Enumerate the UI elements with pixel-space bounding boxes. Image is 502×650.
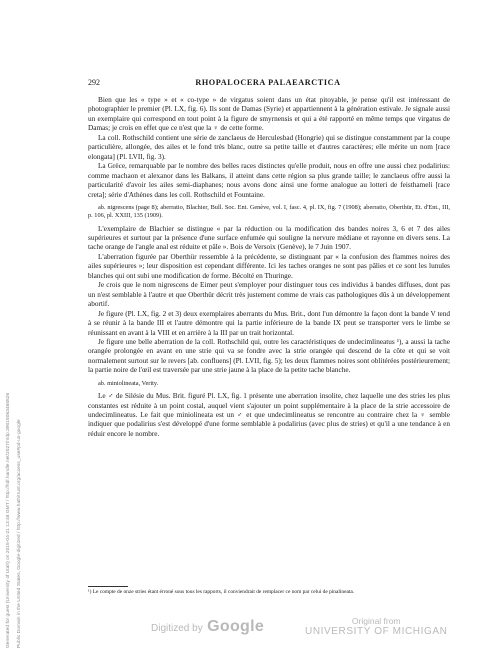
paragraph: Bien que les « type » et « co-type » de virgatus soient dans un état pitoyable, je pense qu'il est intéressant de photographier le premier (Pl. LX, fig. 6). Ils sont de Damas (Syrie) et appartiennent à la génération estivale. Je signale aussi un exemplaire qui correspond en tout point à la figure de smyrnensis et qui a été rapporté en même temps que virgatus de Damas; je crois en effet que ce n'est que la ♀ de cette forme. (88, 96, 450, 133)
paragraph: Le ♂ de Silésie du Mus. Brit. figuré Pl. LX, fig. 1 présente une aberration insolite, chez laquelle une des stries les plus constantes est réduite à un point costal, auquel vient s'ajouter un point supplémentaire à la place de la strie accessoire de undecimlineatus. Le fait que miniolineata est un ♂ et que undecimlineatus se rencontre au contraire chez la ♀ semble indiquer que podalirius s'est développé d'une forme semblable à podalirius (avec plus de stries) et qu'il a une tendance à en réduir encore le nombre. (88, 392, 450, 438)
aberration-heading: ab. miniolineata, Verity. (98, 379, 159, 387)
university-name-text: UNIVERSITY OF MICHIGAN (305, 626, 448, 637)
body-text (88, 96, 450, 439)
paragraph: L'exemplaire de Blachier se distingue « par la réduction ou la modification des bandes noires 3, 6 et 7 des ailes supérieures et surtout par la présence d'une surface enfumée qui souligne la nervure médiane et rayonne en divers sens. La tache orange de l'angle anal est réduite et pâle ». Bois de Versoix (Genève), le 7 Juin 1907. (88, 224, 450, 252)
sidebar-generated-line: Generated for guest (University of Utah) on 2015-04-21 13:48 GMT / http://hdl.handle.net/2027/mdp.39015063465526 (6, 392, 11, 648)
google-digitized-watermark (151, 618, 264, 636)
digitized-by-text: Digitized by (151, 623, 203, 634)
footnote: ¹) Le compte de onze stries étant érroné sous tous les rapports, il conviendrait de remplacer ce nom par celui de pinalineata. (88, 589, 355, 595)
original-from-text: Original from (351, 616, 401, 626)
running-title: RHOPALOCERA PALAEARCTICA (195, 78, 341, 87)
paragraph: La coll. Rothschild contient une série de zanclaeus de Herculesbad (Hongrie) qui se distingue constamment par la coupe particulière, allongée, des ailes et le fond très blanc, outre sa petite taille et d'autres caractères; elle mérite un nom [race elongata] (Pl. LVII, fig. 3). (88, 133, 450, 161)
paragraph: Je figure (Pl. LX, fig. 2 et 3) deux exemplaires aberrants du Mus. Brit., dont l'un démontre la façon dont la bande V tend à se réunir à la bande III et l'autre démontre qui la partie inférieure de la bande IX peut se transporter vers le limbe se réunissant en avant à la VIII et en arrière à la III par un trait horizontal. (88, 309, 450, 337)
paragraph: La Grèce, remarquable par le nombre des belles races distinctes qu'elle produit, nous en offre une aussi chez podalirius: comme machaon et alexanor dans les Balkans, il atteint dans cette région sa plus grande taille; le zanclaeus offre aussi la particularité d'avoir les ailes semi-diaphanes; nous avons donc ainsi une forme analogue au lotteri de feisthameli [race creta]; série d'Athènes dans les coll. Rothschild et Fountaine. (88, 162, 450, 199)
paragraph: Je figure une belle aberration de la coll. Rothschild qui, outre les caractéristiques de undecimlineatus ¹), a aussi la tache orangée prolongée en avant en une strie qui va se fondre avec la strie orangée qui descend de la côte et qui se voit normalement surtout sur le revers [ab. confluens] (Pl. LVII, fig. 5); les deux flammes noires sont oblitérées postérieurement; la partie noire de l'œil est traversée par une strie jaune à la place de la petite tache blanche. (88, 338, 450, 375)
footnote-rule (88, 586, 128, 587)
running-header (88, 78, 448, 90)
university-watermark (305, 617, 447, 637)
paragraph: L'aberration figurée par Oberthür ressemble à la précédente, se distinguant par « la confusion des flammes noires des ailes supérieures »; leur disposition est cependant différente. Ici les taches oranges ne sont pas pâlies et ce sont les lunules blanches qui ont subi une modification de forme. Bécolté en Thuringe. (88, 252, 450, 280)
page-number: 292 (88, 78, 100, 87)
sidebar-public-domain-line: Public Domain in the United States, Google-digitized / http://www.hathitrust.org/access_use#pd-us-google (17, 419, 22, 648)
google-logo-text: Google (207, 618, 265, 635)
aberration-citation: ab. nigrescens (page 8); aberratio, Blachier, Bull. Soc. Ent. Genève, vol. I, fasc. 4, pl. IX, fig. 7 (1908); aberratio, Oberthür, Et. d'Ent., III, p. 106, pl. XXIII, 135 (1909). (88, 203, 450, 220)
paragraph: Je crois que le nom nigrescens de Eimer peut s'employer pour distinguer tous ces individus à bandes diffuses, dont pas un n'est semblable à l'autre et que Oberthür décrit très justement comme de vrais cas pathologiques dûs à un développement abortif. (88, 281, 450, 309)
